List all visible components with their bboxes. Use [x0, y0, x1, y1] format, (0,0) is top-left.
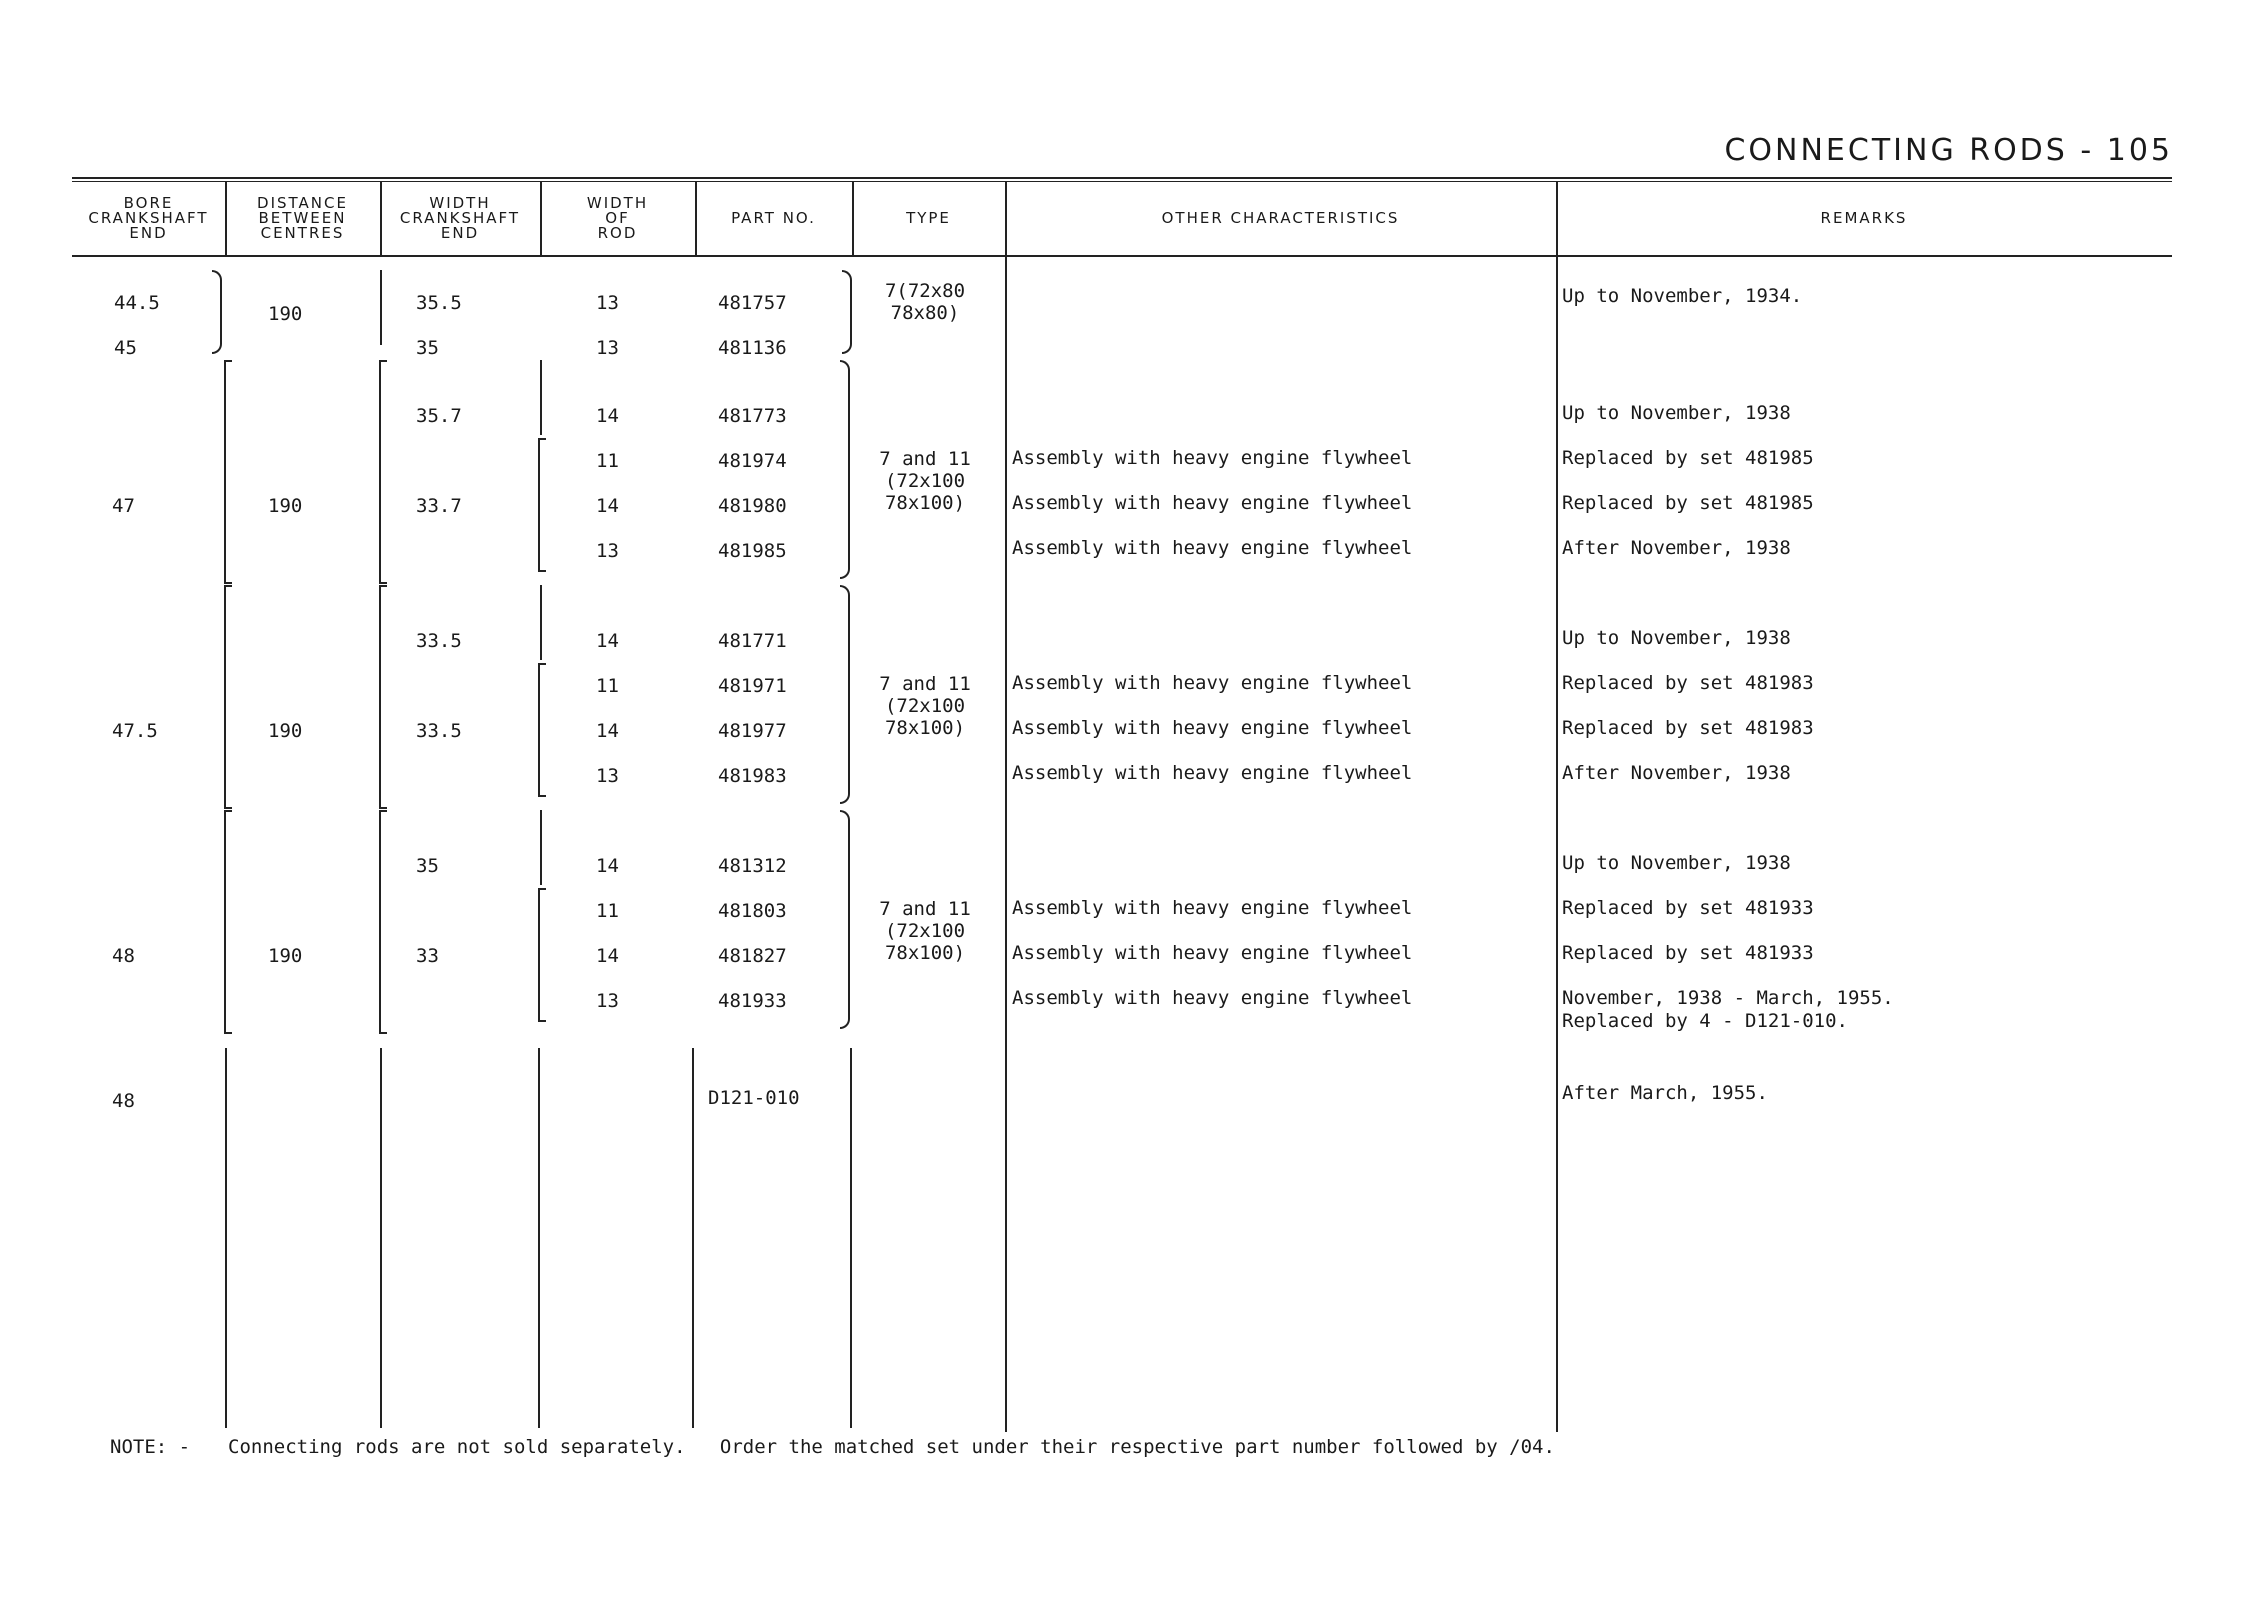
- rod-width-value: 11: [596, 450, 619, 472]
- column-divider: [538, 1048, 540, 1428]
- column-header-line: CENTRES: [260, 223, 345, 242]
- distance-value: 190: [268, 495, 303, 517]
- part-number: 481983: [718, 765, 787, 787]
- group-bracket: [379, 585, 387, 809]
- type-line: 78x100): [884, 717, 966, 739]
- part-number: 481312: [718, 855, 787, 877]
- other-characteristics: Assembly with heavy engine flywheel: [1012, 942, 1413, 964]
- column-header: [225, 186, 380, 250]
- group-brace: [212, 270, 222, 354]
- part-number: 481136: [718, 337, 787, 359]
- other-characteristics: Assembly with heavy engine flywheel: [1012, 987, 1413, 1009]
- type-line: (72x100: [884, 470, 966, 492]
- group-divider: [540, 360, 542, 435]
- note-label: NOTE: -: [110, 1436, 191, 1458]
- column-header-line: DISTANCE: [257, 193, 348, 212]
- remarks: Replaced by set 481933: [1562, 942, 1814, 964]
- part-number: 481827: [718, 945, 787, 967]
- rod-width-value: 13: [596, 990, 619, 1012]
- column-divider: [850, 1048, 852, 1428]
- header-bottom-rule: [72, 255, 2172, 257]
- type-brace: [840, 585, 850, 804]
- bore-value: 45: [114, 337, 137, 359]
- type-line: 7 and 11: [879, 898, 971, 920]
- group-bracket: [379, 360, 387, 584]
- part-number: 481771: [718, 630, 787, 652]
- column-header-line: PART NO.: [731, 208, 816, 227]
- crank-width-value: 35.7: [416, 405, 462, 427]
- distance-value: 190: [268, 720, 303, 742]
- remarks: After March, 1955.: [1562, 1082, 1768, 1104]
- type-value: [879, 673, 971, 739]
- other-characteristics: Assembly with heavy engine flywheel: [1012, 447, 1413, 469]
- group-bracket: [538, 438, 546, 572]
- type-value: [879, 448, 971, 514]
- part-number: 481980: [718, 495, 787, 517]
- group-divider: [540, 810, 542, 885]
- page-title: CONNECTING RODS - 105: [1724, 133, 2173, 168]
- column-header-line: WIDTH: [586, 193, 649, 212]
- header-top-rule: [72, 177, 2172, 179]
- bore-value: 47.5: [112, 720, 158, 742]
- type-line: 7(72x80: [884, 280, 966, 302]
- remarks: Up to November, 1938: [1562, 402, 1791, 424]
- group-bracket: [224, 360, 232, 584]
- type-line: (72x100: [884, 920, 966, 942]
- part-number: 481757: [718, 292, 787, 314]
- rod-width-value: 14: [596, 405, 619, 427]
- column-header: [380, 186, 540, 250]
- column-header: [1005, 186, 1556, 250]
- rod-width-value: 11: [596, 675, 619, 697]
- column-header-line: BORE: [123, 193, 174, 212]
- column-header-line: CRANKSHAFT: [399, 208, 521, 227]
- other-characteristics: Assembly with heavy engine flywheel: [1012, 762, 1413, 784]
- column-header-line: WIDTH: [429, 193, 491, 212]
- part-number: 481974: [718, 450, 787, 472]
- column-header-line: CRANKSHAFT: [88, 208, 209, 227]
- part-number: 481985: [718, 540, 787, 562]
- crank-width-value: 33: [416, 945, 439, 967]
- part-number: 481773: [718, 405, 787, 427]
- other-characteristics: Assembly with heavy engine flywheel: [1012, 897, 1413, 919]
- column-divider: [380, 1048, 382, 1428]
- other-characteristics: Assembly with heavy engine flywheel: [1012, 717, 1413, 739]
- other-characteristics: Assembly with heavy engine flywheel: [1012, 537, 1413, 559]
- crank-width-value: 35: [416, 855, 439, 877]
- type-value: [885, 280, 965, 324]
- part-number: 481933: [718, 990, 787, 1012]
- type-brace: [840, 810, 850, 1029]
- crank-width-value: 35.5: [416, 292, 462, 314]
- bore-value: 48: [112, 945, 135, 967]
- distance-value: 190: [268, 303, 303, 325]
- bore-value: 48: [112, 1090, 135, 1112]
- column-header: [72, 186, 225, 250]
- remarks: Replaced by set 481983: [1562, 717, 1814, 739]
- crank-width-value: 35: [416, 337, 439, 359]
- remarks: Replaced by 4 - D121-010.: [1562, 1010, 1848, 1032]
- bore-value: 47: [112, 495, 135, 517]
- remarks: Replaced by set 481985: [1562, 492, 1814, 514]
- group-bracket: [224, 585, 232, 809]
- group-divider: [540, 585, 542, 660]
- column-header-line: ROD: [597, 223, 638, 242]
- group-bracket: [224, 810, 232, 1034]
- column-header-line: BETWEEN: [258, 208, 347, 227]
- part-brace: [842, 270, 852, 354]
- column-header-line: END: [129, 223, 168, 242]
- note-text: Connecting rods are not sold separately. Order the matched set under their respective part number followed by /04.: [228, 1436, 1555, 1458]
- column-divider: [1005, 255, 1007, 1432]
- type-line: 78x100): [884, 942, 966, 964]
- column-header: [540, 186, 695, 250]
- part-number: D121-010: [708, 1087, 800, 1109]
- remarks: Replaced by set 481983: [1562, 672, 1814, 694]
- distance-value: 190: [268, 945, 303, 967]
- remarks: Up to November, 1934.: [1562, 285, 1803, 307]
- type-value: [879, 898, 971, 964]
- column-header-line: END: [440, 223, 480, 242]
- column-header-line: TYPE: [906, 208, 951, 227]
- type-line: 7 and 11: [879, 673, 971, 695]
- remarks: Up to November, 1938: [1562, 627, 1791, 649]
- group-divider: [380, 270, 382, 345]
- type-line: (72x100: [884, 695, 966, 717]
- column-divider: [1556, 255, 1558, 1432]
- rod-width-value: 13: [596, 765, 619, 787]
- other-characteristics: Assembly with heavy engine flywheel: [1012, 492, 1413, 514]
- group-bracket: [538, 888, 546, 1022]
- type-line: 78x100): [884, 492, 966, 514]
- part-number: 481971: [718, 675, 787, 697]
- rod-width-value: 13: [596, 337, 619, 359]
- other-characteristics: Assembly with heavy engine flywheel: [1012, 672, 1413, 694]
- crank-width-value: 33.7: [416, 495, 462, 517]
- column-divider: [225, 1048, 227, 1428]
- bore-value: 44.5: [114, 292, 160, 314]
- rod-width-value: 14: [596, 630, 619, 652]
- group-bracket: [538, 663, 546, 797]
- remarks: After November, 1938: [1562, 762, 1791, 784]
- remarks: November, 1938 - March, 1955.: [1562, 987, 1894, 1009]
- rod-width-value: 13: [596, 540, 619, 562]
- column-header-line: OTHER CHARACTERISTICS: [1161, 208, 1400, 227]
- type-line: 7 and 11: [879, 448, 971, 470]
- crank-width-value: 33.5: [416, 630, 462, 652]
- rod-width-value: 14: [596, 855, 619, 877]
- type-line: 78x80): [890, 302, 960, 324]
- part-number: 481977: [718, 720, 787, 742]
- rod-width-value: 11: [596, 900, 619, 922]
- rod-width-value: 14: [596, 495, 619, 517]
- remarks: Replaced by set 481933: [1562, 897, 1814, 919]
- column-header: [1556, 186, 2172, 250]
- part-number: 481803: [718, 900, 787, 922]
- column-divider: [692, 1048, 694, 1428]
- column-header: [852, 186, 1005, 250]
- rod-width-value: 14: [596, 720, 619, 742]
- remarks: Replaced by set 481985: [1562, 447, 1814, 469]
- remarks: After November, 1938: [1562, 537, 1791, 559]
- type-brace: [840, 360, 850, 579]
- rod-width-value: 13: [596, 292, 619, 314]
- group-bracket: [379, 810, 387, 1034]
- column-header: [695, 186, 852, 250]
- column-header-line: REMARKS: [1820, 208, 1908, 227]
- remarks: Up to November, 1938: [1562, 852, 1791, 874]
- rod-width-value: 14: [596, 945, 619, 967]
- column-header-line: OF: [605, 208, 630, 227]
- header-top-rule-2: [72, 181, 2172, 182]
- crank-width-value: 33.5: [416, 720, 462, 742]
